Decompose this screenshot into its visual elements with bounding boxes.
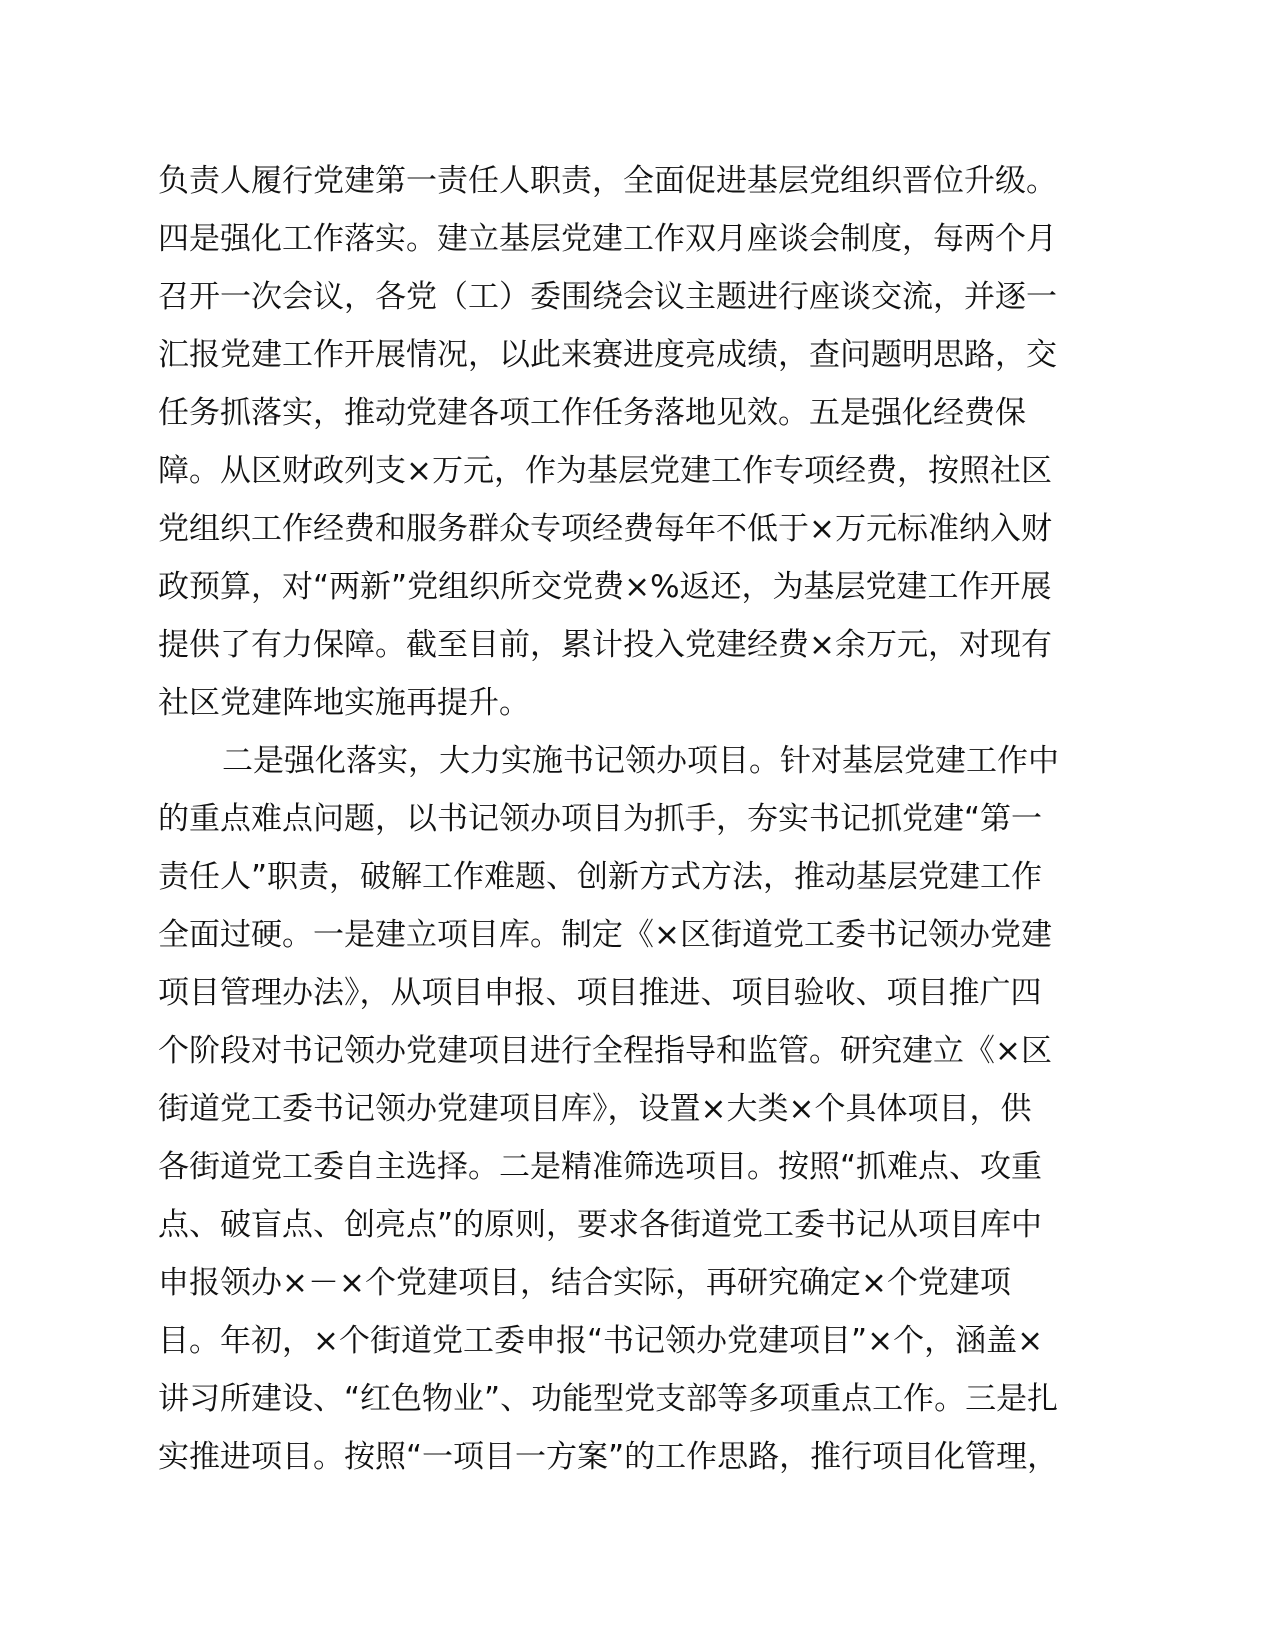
text-line: 目。年初，×个街道党工委申报“书记领办党建项目”×个，涵盖× xyxy=(158,1323,1044,1359)
text-line: 各街道党工委自主选择。二是精准筛选项目。按照“抓难点、攻重 xyxy=(158,1149,1043,1185)
text-line: 个阶段对书记领办党建项目进行全程指导和监管。研究建立《×区 xyxy=(158,1033,1052,1069)
text-line: 负责人履行党建第一责任人职责，全面促进基层党组织晋位升级。 xyxy=(158,163,1057,199)
text-line: 全面过硬。一是建立项目库。制定《×区街道党工委书记领办党建 xyxy=(158,917,1052,953)
text-line: 召开一次会议，各党（工）委围绕会议主题进行座谈交流，并逐一 xyxy=(158,279,1057,315)
text-line: 讲习所建设、“红色物业”、功能型党支部等多项重点工作。三是扎 xyxy=(158,1381,1059,1417)
text-line: 任务抓落实，推动党建各项工作任务落地见效。五是强化经费保 xyxy=(158,395,1026,431)
text-line: 实推进项目。按照“一项目一方案”的工作思路，推行项目化管理， xyxy=(158,1439,1059,1475)
text-line: 街道党工委书记领办党建项目库》，设置×大类×个具体项目，供 xyxy=(158,1091,1032,1127)
text-line: 障。从区财政列支×万元，作为基层党建工作专项经费，按照社区 xyxy=(158,453,1052,489)
text-line: 社区党建阵地实施再提升。 xyxy=(158,685,530,721)
body-text xyxy=(158,152,1118,1486)
text-line: 汇报党建工作开展情况，以此来赛进度亮成绩，查问题明思路，交 xyxy=(158,337,1057,373)
text-line: 申报领办×－×个党建项目，结合实际，再研究确定×个党建项 xyxy=(158,1265,1011,1301)
text-line: 四是强化工作落实。建立基层党建工作双月座谈会制度，每两个月 xyxy=(158,221,1057,257)
text-line: 提供了有力保障。截至目前，累计投入党建经费×余万元，对现有 xyxy=(158,627,1052,663)
text-line: 党组织工作经费和服务群众专项经费每年不低于×万元标准纳入财 xyxy=(158,511,1052,547)
text-line: 项目管理办法》，从项目申报、项目推进、项目验收、项目推广四 xyxy=(158,975,1042,1011)
text-line: 政预算，对“两新”党组织所交党费×%返还，为基层党建工作开展 xyxy=(158,569,1052,605)
text-line: 责任人”职责，破解工作难题、创新方式方法，推动基层党建工作 xyxy=(158,859,1043,895)
text-line: 的重点难点问题，以书记领办项目为抓手，夯实书记抓党建“第一 xyxy=(158,801,1043,837)
paragraph-start-line: 二是强化落实，大力实施书记领办项目。针对基层党建工作中 xyxy=(222,743,1059,779)
text-line: 点、破盲点、创亮点”的原则，要求各街道党工委书记从项目库中 xyxy=(158,1207,1043,1243)
